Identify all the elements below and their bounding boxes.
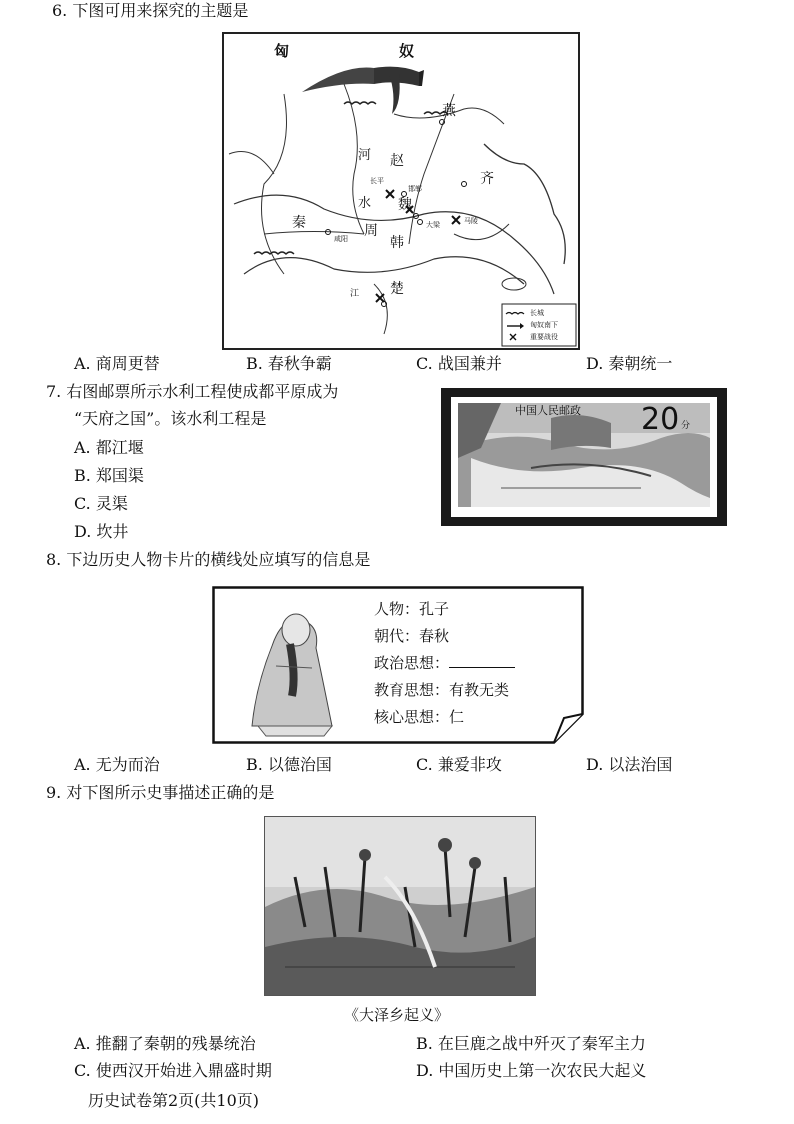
q9-option-b[interactable]: B. 在巨鹿之战中歼灭了秦军主力 (416, 1034, 646, 1053)
map-drawing (224, 34, 578, 348)
q7-option-b[interactable]: B. 郑国渠 (74, 466, 144, 485)
legend-great-wall: 长城 (530, 309, 544, 317)
stamp-unit: 分 (681, 421, 691, 431)
map-label-xiongnu-2: 奴 (399, 42, 415, 60)
q8-option-c[interactable]: C. 兼爱非攻 (416, 755, 502, 774)
q7-stem-line2: “天府之国”。该水利工程是 (74, 409, 267, 428)
q9-option-d[interactable]: D. 中国历史上第一次农民大起义 (416, 1061, 647, 1080)
map-label-qin: 秦 (292, 215, 306, 231)
dujiangyan-stamp (441, 388, 727, 526)
map-label-handan: 邯郸 (408, 185, 422, 193)
uprising-drawing (265, 817, 535, 995)
q7-option-c[interactable]: C. 灵渠 (74, 494, 128, 513)
q8-option-d[interactable]: D. 以法治国 (586, 755, 673, 774)
map-label-qi: 齐 (480, 171, 494, 187)
dazexiang-uprising-image (264, 816, 536, 996)
page-footer: 历史试卷第2页(共10页) (88, 1091, 260, 1110)
map-label-zhao: 赵 (390, 153, 404, 169)
card-political-label: 政治思想： (374, 654, 450, 672)
card-person: 人物：孔子 (374, 600, 450, 618)
confucius-card (212, 586, 584, 744)
map-label-xianyang: 咸阳 (334, 235, 348, 243)
q9-option-a[interactable]: A. 推翻了秦朝的残暴统治 (74, 1034, 256, 1053)
legend-battle: 重要战役 (530, 333, 558, 341)
map-label-daliang: 大梁 (426, 221, 440, 229)
map-label-changping: 长平 (370, 177, 384, 185)
map-label-wei: 魏 (398, 197, 412, 213)
q8-option-a[interactable]: A. 无为而治 (74, 755, 160, 774)
map-label-xiongnu-1: 匈 (274, 42, 290, 60)
q9-caption: 《大泽乡起义》 (344, 1006, 450, 1024)
q7-stem-line1: 7. 右图邮票所示水利工程使成都平原成为 (46, 382, 339, 401)
q6-option-b[interactable]: B. 春秋争霸 (246, 354, 332, 373)
legend-xiongnu-south: 匈奴南下 (530, 321, 558, 329)
map-label-han: 韩 (390, 235, 404, 251)
card-political-row (374, 650, 515, 677)
card-core: 核心思想：仁 (374, 708, 465, 726)
q6-option-a[interactable]: A. 商周更替 (74, 354, 160, 373)
q9-stem: 9. 对下图所示史事描述正确的是 (46, 783, 275, 802)
q8-stem: 8. 下边历史人物卡片的横线处应填写的信息是 (46, 550, 371, 569)
stamp-value: 20 (641, 402, 680, 437)
map-label-chu: 楚 (390, 281, 404, 297)
card-education: 教育思想：有教无类 (374, 681, 510, 699)
stamp-drawing (441, 388, 727, 526)
map-label-shui: 水 (358, 196, 372, 211)
stamp-country: 中国人民邮政 (515, 404, 581, 417)
map-label-jiang: 江 (350, 289, 360, 299)
map-label-he: 河 (358, 148, 372, 163)
xiongnu-arrow-left (302, 68, 374, 93)
map-label-zhou: 周 (364, 223, 378, 239)
q7-option-d[interactable]: D. 坎井 (74, 522, 129, 541)
q6-option-d[interactable]: D. 秦朝统一 (586, 354, 673, 373)
card-dynasty: 朝代：春秋 (374, 627, 450, 645)
answer-blank (449, 653, 515, 668)
map-label-maling: 马陵 (464, 217, 478, 225)
map-label-yan: 燕 (442, 103, 456, 119)
q6-stem: 6. 下图可用来探究的主题是 (52, 1, 249, 20)
q9-option-c[interactable]: C. 使西汉开始进入鼎盛时期 (74, 1061, 272, 1080)
q7-option-a[interactable]: A. 都江堰 (74, 438, 144, 457)
warring-states-map (222, 32, 580, 350)
q6-option-c[interactable]: C. 战国兼并 (416, 354, 502, 373)
q8-option-b[interactable]: B. 以德治国 (246, 755, 332, 774)
